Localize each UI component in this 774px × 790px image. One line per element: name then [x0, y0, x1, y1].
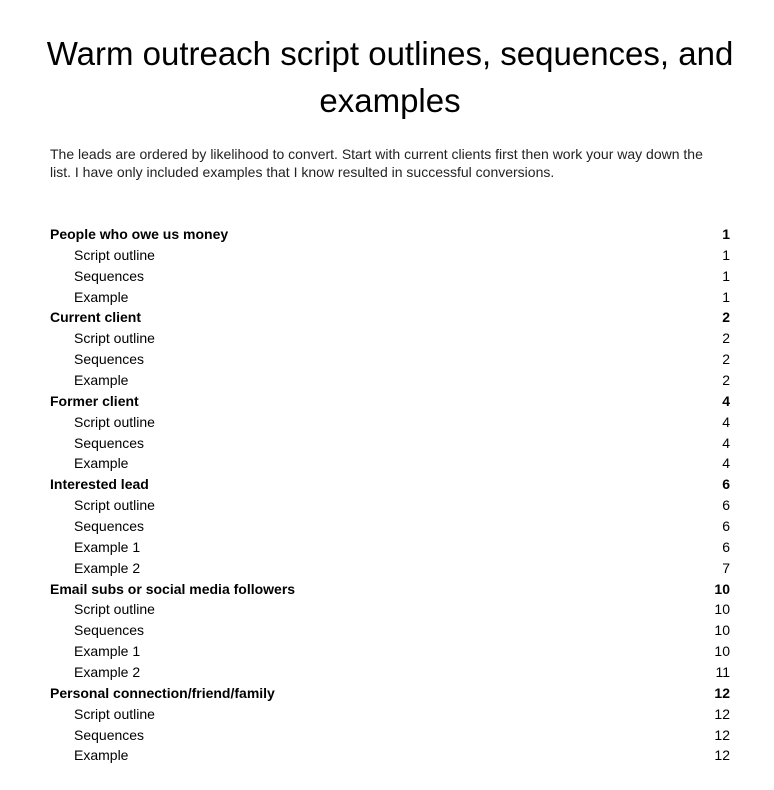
toc-page-number: 1 — [722, 267, 730, 284]
toc-page-number: 10 — [714, 580, 730, 597]
toc-page-number: 12 — [714, 726, 730, 743]
toc-entry-label: Example — [74, 288, 129, 305]
toc-section-people-who-owe-us-money[interactable] — [50, 224, 730, 245]
toc-entry[interactable] — [50, 704, 730, 725]
toc-page-number: 1 — [722, 246, 730, 263]
toc-entry-label: Script outline — [74, 413, 155, 430]
toc-page-number: 6 — [722, 538, 730, 555]
toc-page-number: 12 — [714, 705, 730, 722]
toc-page-number: 2 — [722, 351, 730, 368]
toc-entry-label: Sequences — [74, 351, 145, 368]
toc-page-number: 2 — [722, 372, 730, 389]
toc-entry[interactable] — [50, 620, 730, 641]
toc-page-number: 10 — [714, 601, 730, 618]
toc-entry[interactable] — [50, 725, 730, 746]
toc-page-number: 11 — [715, 664, 730, 681]
toc-entry[interactable] — [50, 516, 730, 537]
toc-entry-label: Sequences — [74, 726, 145, 743]
toc-entry-label: Sequences — [74, 267, 145, 284]
toc-section-interested-lead[interactable] — [50, 474, 730, 495]
toc-entry-label: Personal connection/friend/family — [50, 684, 275, 701]
toc-page-number: 10 — [714, 643, 730, 660]
toc-section-email-subs-or-social-media-followers[interactable] — [50, 579, 730, 600]
toc-entry[interactable] — [50, 745, 730, 766]
toc-entry[interactable] — [50, 433, 730, 454]
toc-entry-label: Script outline — [74, 330, 155, 347]
toc-entry-label: Email subs or social media followers — [50, 580, 296, 597]
toc-page-number: 6 — [722, 476, 730, 493]
toc-entry-label: Former client — [50, 392, 139, 409]
toc-entry-label: Script outline — [74, 497, 155, 514]
toc-entry-label: Sequences — [74, 434, 145, 451]
toc-entry-label: Example 1 — [74, 538, 141, 555]
table-of-contents — [50, 224, 730, 766]
toc-entry-label: People who owe us money — [50, 226, 229, 242]
toc-page-number: 6 — [722, 518, 730, 535]
toc-entry[interactable] — [50, 558, 730, 579]
toc-page-number: 6 — [722, 497, 730, 514]
toc-entry[interactable] — [50, 370, 730, 391]
toc-entry[interactable] — [50, 662, 730, 683]
toc-entry-label: Sequences — [74, 622, 145, 639]
toc-page-number: 10 — [714, 622, 730, 639]
toc-entry[interactable] — [50, 349, 730, 370]
toc-entry-label: Script outline — [74, 246, 155, 263]
toc-entry[interactable] — [50, 495, 730, 516]
document-title: Warm outreach script outlines, sequences, and examples — [46, 35, 734, 119]
toc-page-number: 12 — [714, 747, 730, 764]
intro-paragraph: The leads are ordered by likelihood to convert. Start with current clients first then work your way down the list. I have only included examples that I know resulted in successful conversions. — [50, 146, 703, 180]
toc-page-number: 4 — [722, 392, 730, 409]
toc-entry[interactable] — [50, 266, 730, 287]
toc-entry[interactable] — [50, 287, 730, 308]
toc-entry[interactable] — [50, 599, 730, 620]
toc-entry-label: Current client — [50, 309, 142, 326]
toc-section-current-client[interactable] — [50, 307, 730, 328]
toc-page-number: 7 — [722, 559, 730, 576]
toc-page-number: 2 — [722, 309, 730, 326]
toc-entry-label: Interested lead — [50, 476, 149, 493]
toc-entry-label: Example 1 — [74, 643, 141, 660]
toc-entry[interactable] — [50, 328, 730, 349]
toc-entry-label: Example 2 — [74, 664, 141, 681]
toc-page-number: 4 — [722, 434, 730, 451]
toc-page-number: 1 — [722, 288, 730, 305]
toc-entry[interactable] — [50, 245, 730, 266]
toc-entry[interactable] — [50, 412, 730, 433]
toc-entry-label: Script outline — [74, 601, 155, 618]
toc-entry-label: Example — [74, 455, 129, 472]
toc-page-number: 4 — [722, 455, 730, 472]
toc-entry[interactable] — [50, 453, 730, 474]
toc-section-personal-connection-friend-family[interactable] — [50, 683, 730, 704]
toc-section-former-client[interactable] — [50, 391, 730, 412]
toc-entry-label: Script outline — [74, 705, 155, 722]
toc-entry-label: Sequences — [74, 518, 145, 535]
toc-page-number: 1 — [722, 226, 730, 242]
toc-entry-label: Example 2 — [74, 559, 141, 576]
toc-page-number: 2 — [722, 330, 730, 347]
toc-page-number: 4 — [722, 413, 730, 430]
toc-entry[interactable] — [50, 537, 730, 558]
toc-entry-label: Example — [74, 372, 129, 389]
toc-entry-label: Example — [74, 747, 129, 764]
toc-entry[interactable] — [50, 641, 730, 662]
toc-page-number: 12 — [714, 684, 730, 701]
